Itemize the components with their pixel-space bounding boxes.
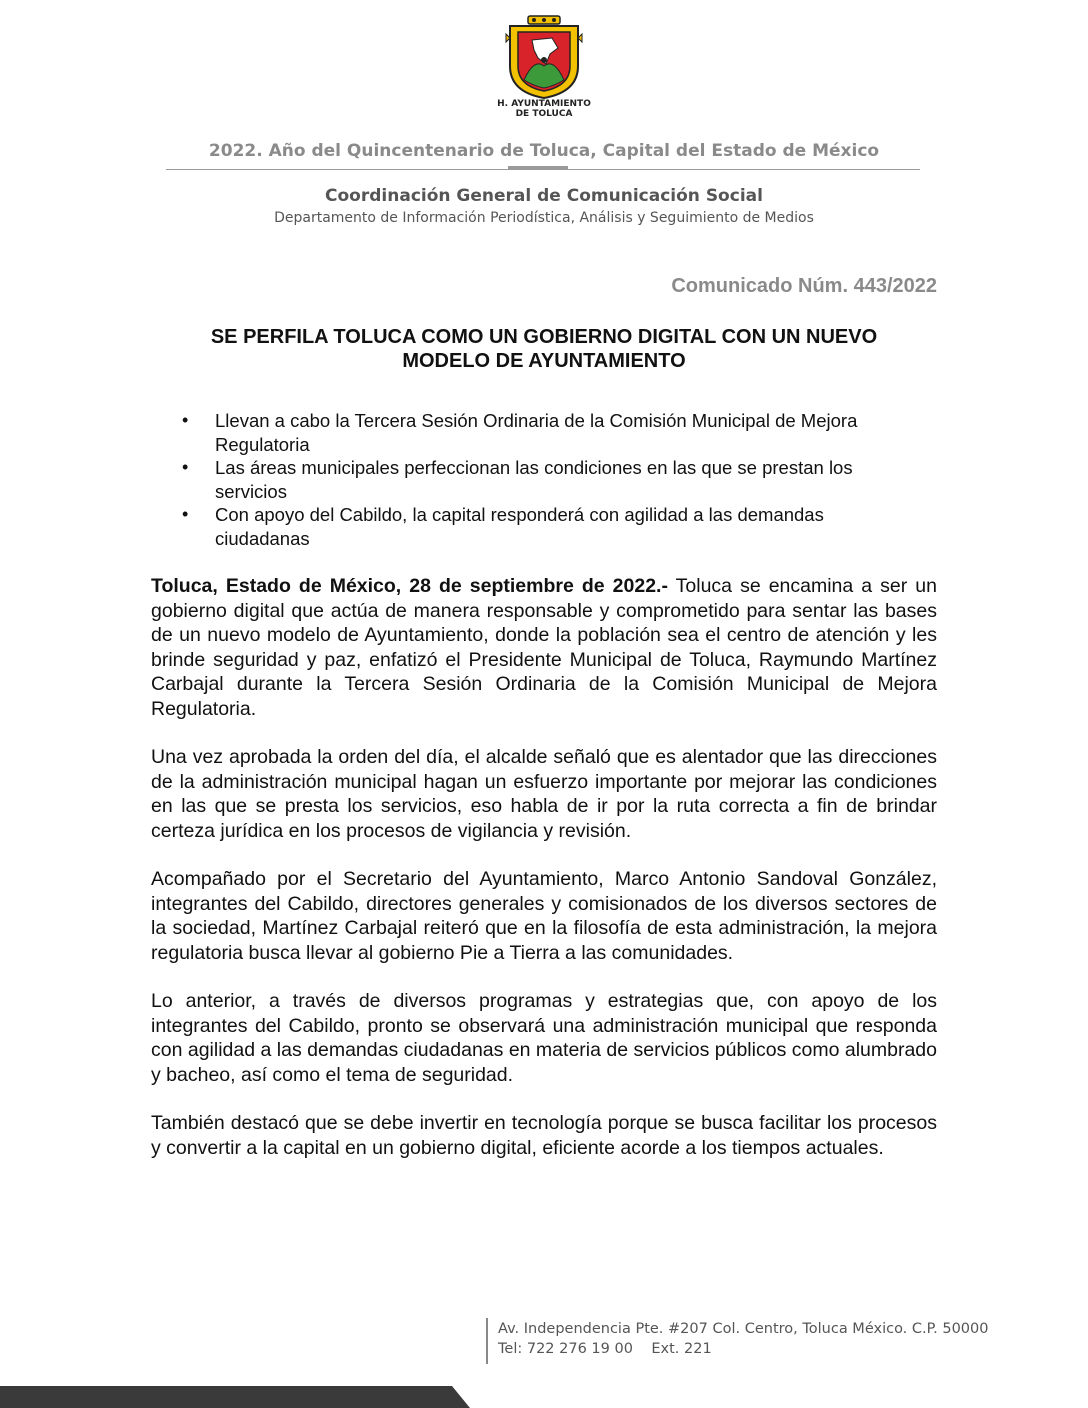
footer-divider xyxy=(486,1318,488,1364)
bullet-item xyxy=(180,409,910,456)
headline xyxy=(150,325,938,373)
paragraph: También destacó que se debe invertir en tecnología porque se busca facilitar los procesos y convertir a la capital en un gobierno digital, eficiente acorde a los tiempos actuales. xyxy=(151,1112,937,1159)
paragraph-text: Toluca se encamina a ser un gobierno digital que actúa de manera responsable y comprometido para sentar las bases de un nuevo modelo de Ayuntamiento, donde la población sea el centro de atención y les brinde seguridad y paz, enfatizó el Presidente Municipal de Toluca, Raymundo Martínez Carbajal durante la Tercera Sesión Ordinaria de la Comisión Municipal de Mejora Regulatoria. xyxy=(151,575,937,720)
bullet-item xyxy=(180,503,910,550)
toluca-coat-of-arms-logo xyxy=(488,14,600,122)
summary-bullets xyxy=(180,409,910,550)
bullet-text: Con apoyo del Cabildo, la capital responderá con agilidad a las demandas ciudadanas xyxy=(215,504,824,549)
logo-caption-line1: H. AYUNTAMIENTO xyxy=(497,99,591,109)
dateline: Toluca, Estado de México, 28 de septiembre de 2022.- xyxy=(151,575,668,597)
bullet-item xyxy=(180,456,910,503)
header-divider-notch xyxy=(508,166,568,169)
paragraph xyxy=(151,574,937,721)
headline-line2: MODELO DE AYUNTAMIENTO xyxy=(402,350,686,372)
department-subtitle: Departamento de Información Periodística, Análisis y Seguimiento de Medios xyxy=(274,210,814,226)
footer-phone: Tel: 722 276 19 00 Ext. 221 xyxy=(498,1341,712,1357)
footer-address: Av. Independencia Pte. #207 Col. Centro, Toluca México. C.P. 50000 xyxy=(498,1321,989,1337)
year-motto: 2022. Año del Quincentenario de Toluca, Capital del Estado de México xyxy=(208,141,880,161)
header-divider xyxy=(166,169,920,170)
bullet-dot-icon: • xyxy=(182,457,189,477)
coordination-title: Coordinación General de Comunicación Social xyxy=(325,186,763,206)
bullet-dot-icon: • xyxy=(182,410,189,430)
article-body xyxy=(151,574,937,1184)
coat-of-arms-icon xyxy=(488,14,600,100)
headline-line1: SE PERFILA TOLUCA COMO UN GOBIERNO DIGITAL CON UN NUEVO xyxy=(210,326,878,348)
release-number: Comunicado Núm. 443/2022 xyxy=(671,275,937,297)
paragraph: Acompañado por el Secretario del Ayuntamiento, Marco Antonio Sandoval González, integrantes del Cabildo, directores generales y comisionados de los diversos sectores de la sociedad, Martínez Carbajal reiteró que en la filosofía de esta administración, la mejora regulatoria busca llevar al gobierno Pie a Tierra a las comunidades. xyxy=(151,868,937,964)
bullet-dot-icon: • xyxy=(182,504,189,524)
bullet-text: Las áreas municipales perfeccionan las condiciones en las que se prestan los servicios xyxy=(215,457,853,502)
logo-caption-line2: DE TOLUCA xyxy=(515,109,573,119)
paragraph: Una vez aprobada la orden del día, el alcalde señaló que es alentador que las direcciones de la administración municipal hagan un esfuerzo importante por mejorar las condiciones en las que se presta los servicios, eso habla de ir por la ruta correcta a fin de brindar certeza jurídica en los procesos de vigilancia y revisión. xyxy=(151,746,937,842)
bottom-decorative-band xyxy=(0,1386,470,1408)
bullet-text: Llevan a cabo la Tercera Sesión Ordinaria de la Comisión Municipal de Mejora Regulatoria xyxy=(215,410,858,455)
paragraph: Lo anterior, a través de diversos programas y estrategias que, con apoyo de los integrantes del Cabildo, pronto se observará una administración municipal que responda con agilidad a las demandas ciudadanas en materia de servicios públicos como alumbrado y bacheo, así como el tema de seguridad. xyxy=(151,990,937,1086)
